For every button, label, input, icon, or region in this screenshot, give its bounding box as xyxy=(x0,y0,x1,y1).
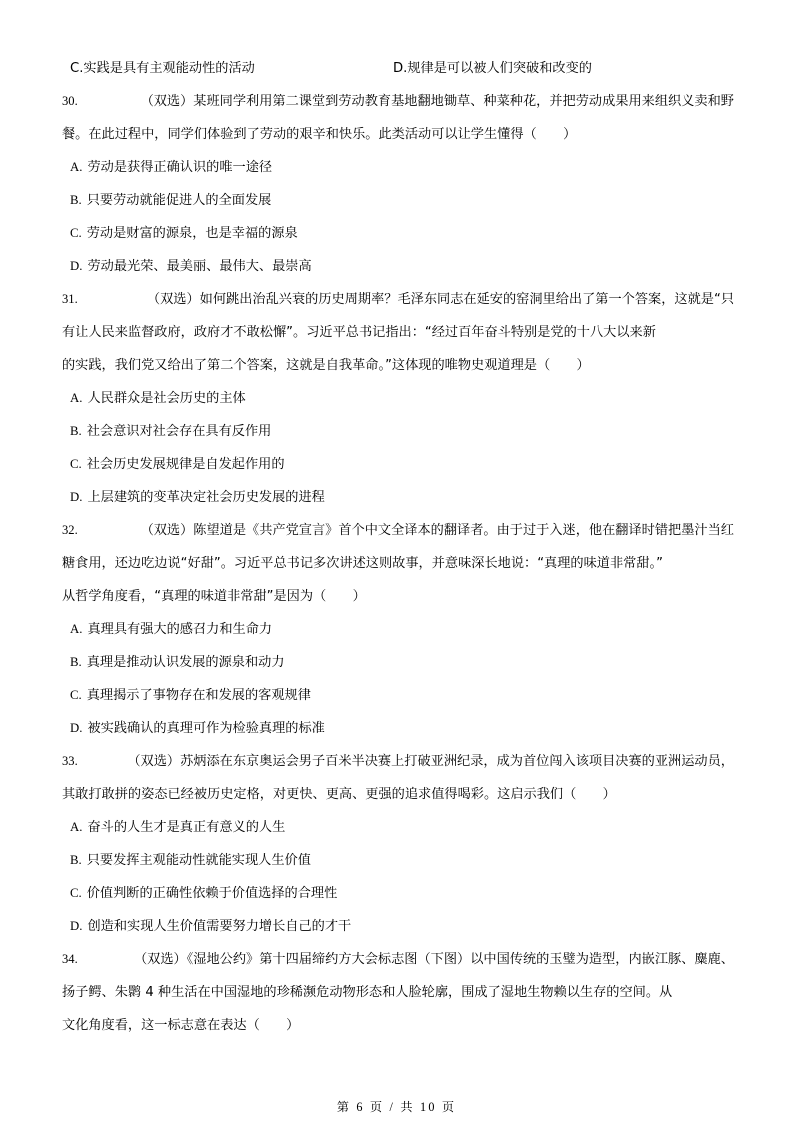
option-text: 创造和实现人生价值需要努力增长自己的才干 xyxy=(87,919,352,934)
question-stem-line xyxy=(62,943,734,976)
option-b xyxy=(62,415,734,448)
option-text: 真理揭示了事物存在和发展的客观规律 xyxy=(86,688,311,703)
question-stem-text: （双选）如何跳出治乱兴衰的历史周期率？毛泽东同志在延安的窑洞里给出了第一个答案，这就是“只 xyxy=(146,292,734,307)
option-tag: B. xyxy=(70,655,82,669)
question-number: 31. xyxy=(62,292,78,306)
option-text: 规律是可以被人们突破和改变的 xyxy=(407,61,592,76)
option-text: 真理具有强大的感召力和生命力 xyxy=(87,622,273,637)
option-c xyxy=(62,679,734,712)
option-text: 只要发挥主观能动性就能实现人生价值 xyxy=(86,853,311,868)
option-text: 真理是推动认识发展的源泉和动力 xyxy=(86,655,285,670)
question-stem-line: 扬子鳄、朱鹮 4 种生活在中国湿地的珍稀濒危动物形态和人脸轮廓，围成了湿地生物赖以生存的空间。从 xyxy=(62,985,673,1000)
question-stem-line xyxy=(62,283,734,316)
option-c-carryover xyxy=(70,52,255,85)
option-tag: A. xyxy=(70,820,83,834)
option-d xyxy=(62,481,734,514)
option-text: 上层建筑的变革决定社会历史发展的进程 xyxy=(87,490,325,505)
question-30 xyxy=(62,85,734,151)
option-b xyxy=(62,646,734,679)
option-tag: D. xyxy=(70,490,83,504)
option-tag: C. xyxy=(70,457,82,471)
option-d-carryover xyxy=(393,52,592,85)
option-b xyxy=(62,184,734,217)
question-stem-line: 的实践，我们党又给出了第二个答案，这就是自我革命。”这体现的唯物史观道理是（ ） xyxy=(62,358,590,373)
option-tag: A. xyxy=(70,160,83,174)
option-text: 价值判断的正确性依赖于价值选择的合理性 xyxy=(86,886,338,901)
option-tag: B. xyxy=(70,424,82,438)
option-tag: D. xyxy=(70,259,83,273)
option-text: 劳动是获得正确认识的唯一途径 xyxy=(87,160,273,175)
question-stem-line xyxy=(62,745,734,778)
option-d xyxy=(62,712,734,745)
option-tag: D. xyxy=(70,721,83,735)
question-stem-text: （双选）某班同学利用第二课堂到劳动教育基地翻地锄草、种菜种花，并把劳动成果用来组织义卖和野 xyxy=(140,94,734,109)
option-c xyxy=(62,448,734,481)
option-tag: A. xyxy=(70,391,83,405)
question-33-options xyxy=(62,811,734,943)
option-a xyxy=(62,811,734,844)
option-text: 只要劳动就能促进人的全面发展 xyxy=(86,193,272,208)
option-c xyxy=(62,217,734,250)
option-a xyxy=(62,151,734,184)
question-30-options xyxy=(62,151,734,283)
option-tag: C. xyxy=(70,61,84,76)
page-content xyxy=(62,52,734,1042)
question-stem-line: 其敢打敢拼的姿态已经被历史定格，对更快、更高、更强的追求值得喝彩。这启示我们（ ） xyxy=(62,787,616,802)
question-stem-line: 糖食用，还边吃边说“好甜”。习近平总书记多次讲述这则故事，并意味深长地说：“真理的味道非常甜。” xyxy=(62,556,663,571)
option-tag: B. xyxy=(70,193,82,207)
question-stem-text: （双选）陈望道是《共产党宣言》首个中文全译本的翻译者。由于过于入迷，他在翻译时错把墨汁当红 xyxy=(140,523,734,538)
question-stem-line xyxy=(62,85,734,118)
option-text: 实践是具有主观能动性的活动 xyxy=(83,61,255,76)
option-tag: D. xyxy=(70,919,83,933)
option-c xyxy=(62,877,734,910)
question-stem-line: 餐。在此过程中，同学们体验到了劳动的艰辛和快乐。此类活动可以让学生懂得（ ） xyxy=(62,127,577,142)
option-row-carryover xyxy=(62,52,734,85)
option-text: 社会历史发展规律是自发起作用的 xyxy=(86,457,285,472)
question-number: 32. xyxy=(62,523,78,537)
option-text: 社会意识对社会存在具有反作用 xyxy=(86,424,272,439)
question-stem-text: （双选）《湿地公约》第十四届缔约方大会标志图（下图）以中国传统的玉璧为造型，内嵌江豚、麋鹿、 xyxy=(133,952,734,967)
question-number: 34. xyxy=(62,952,78,966)
question-32 xyxy=(62,514,734,613)
option-tag: B. xyxy=(70,853,82,867)
question-stem-line: 从哲学角度看，“真理的味道非常甜”是因为（ ） xyxy=(62,589,366,604)
question-34 xyxy=(62,943,734,1042)
option-tag: C. xyxy=(70,886,82,900)
option-a xyxy=(62,382,734,415)
option-text: 人民群众是社会历史的主体 xyxy=(87,391,246,406)
question-stem-line xyxy=(62,514,734,547)
option-b xyxy=(62,844,734,877)
question-stem-text: （双选）苏炳添在东京奥运会男子百米半决赛上打破亚洲纪录，成为首位闯入该项目决赛的亚洲运动员， xyxy=(127,754,734,769)
option-d xyxy=(62,250,734,283)
option-text: 劳动最光荣、最美丽、最伟大、最崇高 xyxy=(87,259,312,274)
option-text: 奋斗的人生才是真正有意义的人生 xyxy=(87,820,286,835)
option-d xyxy=(62,910,734,943)
option-text: 劳动是财富的源泉，也是幸福的源泉 xyxy=(86,226,298,241)
question-31 xyxy=(62,283,734,382)
option-tag: C. xyxy=(70,688,82,702)
option-a xyxy=(62,613,734,646)
question-stem-line: 文化角度看，这一标志意在表达（ ） xyxy=(62,1018,300,1033)
question-32-options xyxy=(62,613,734,745)
question-33 xyxy=(62,745,734,811)
page-footer: 第 6 页 / 共 10 页 xyxy=(336,1100,457,1114)
option-tag: A. xyxy=(70,622,83,636)
question-31-options xyxy=(62,382,734,514)
option-text: 被实践确认的真理可作为检验真理的标准 xyxy=(87,721,325,736)
question-stem-line: 有让人民来监督政府，政府才不敢松懈”。习近平总书记指出：“经过百年奋斗特别是党的十八大以来新 xyxy=(62,325,656,340)
option-tag: C. xyxy=(70,226,82,240)
question-number: 33. xyxy=(62,754,78,768)
question-number: 30. xyxy=(62,94,78,108)
option-tag: D. xyxy=(393,61,408,76)
